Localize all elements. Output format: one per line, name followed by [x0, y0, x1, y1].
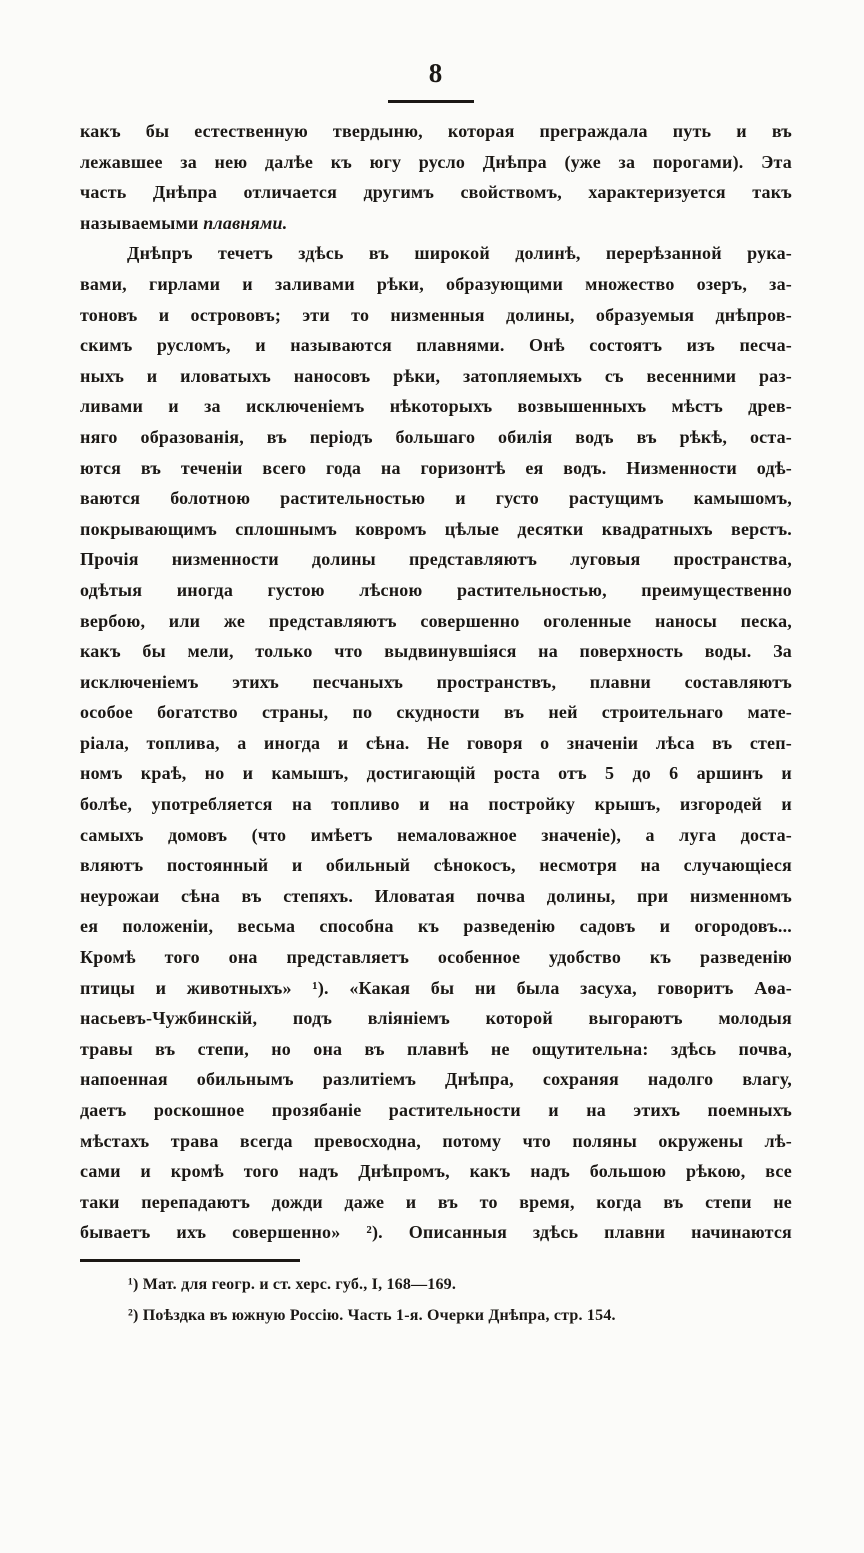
text-run: называемыми [80, 212, 204, 233]
footnotes [80, 1259, 792, 1331]
text-line: исключеніемъ этихъ песчаныхъ пространствъ, плавни составляютъ [80, 671, 792, 692]
text-line: ваются болотною растительностью и густо растущимъ камышомъ, [80, 488, 792, 509]
text-line: травы въ степи, но она въ плавнѣ не ощутительна: здѣсь почва, [80, 1038, 792, 1059]
text-line: сами и кромѣ того надъ Днѣпромъ, какъ надъ большою рѣкою, все [80, 1161, 792, 1182]
text-line: мѣстахъ трава всегда превосходна, потому что поляны окружены лѣ- [80, 1130, 792, 1151]
text-line: даетъ роскошное прозябаніе растительности и на этихъ поемныхъ [80, 1100, 792, 1120]
text-line: ріала, топлива, а иногда и сѣна. Не говоря о значеніи лѣса въ степ- [80, 732, 792, 753]
text-line: ея положеніи, весьма способна къ разведенію садовъ и огородовъ... [80, 916, 792, 937]
text-line: напоенная обильнымъ разлитіемъ Днѣпра, сохраняя надолго влагу, [80, 1069, 792, 1090]
text-line: бываетъ ихъ совершенно» ²). Описанныя здѣсь плавни начинаются [80, 1222, 792, 1243]
text-line: вами, гирлами и заливами рѣки, образующими множество озеръ, за- [80, 273, 792, 294]
text-line: няго образованія, въ періодъ большаго обилія водъ въ рѣкѣ, оста- [80, 426, 792, 447]
text-line: таки перепадаютъ дожди даже и въ то время, когда въ степи не [80, 1191, 792, 1212]
text-line: Кромѣ того она представляетъ особенное удобство къ разведенію [80, 947, 792, 968]
footnote-2: ²) Поѣздка въ южную Россію. Часть 1-я. Очерки Днѣпра, стр. 154. [128, 1307, 616, 1324]
text-line: птицы и животныхъ» ¹). «Какая бы ни была засуха, говоритъ Аѳа- [80, 977, 792, 998]
text-line: самыхъ домовъ (что имѣетъ немаловажное значеніе), а луга доста- [80, 824, 792, 845]
text-run-italic: плавнями. [203, 212, 288, 233]
text-line: насьевъ-Чужбинскій, подъ вліяніемъ которой выгораютъ молодыя [80, 1008, 792, 1029]
text-line: одѣтыя иногда густою лѣсною растительностью, преимущественно [80, 579, 792, 600]
text-line: какъ бы мели, только что выдвинувшіяся на поверхность воды. За [80, 641, 792, 662]
text-line: ются въ теченіи всего года на горизонтѣ ея водъ. Низменности одѣ- [80, 457, 792, 478]
text-line: особое богатство страны, по скудности въ ней строительнаго мате- [80, 702, 792, 723]
page-number-rule [388, 100, 474, 103]
text-line: лежавшее за нею далѣе къ югу русло Днѣпра (уже за порогами). Эта [80, 151, 792, 172]
text-line: ныхъ и иловатыхъ наносовъ рѣки, затопляемыхъ съ весенними раз- [80, 365, 792, 386]
text-line: покрывающимъ сплошнымъ ковромъ цѣлые десятки квадратныхъ верстъ. [80, 518, 792, 539]
footnote-rule [80, 1259, 300, 1262]
text-line: часть Днѣпра отличается другимъ свойствомъ, характеризуется такъ [80, 182, 792, 203]
text-line: ливами и за исключеніемъ нѣкоторыхъ возвышенныхъ мѣстъ древ- [80, 396, 792, 417]
text-line: неурожаи сѣна въ степяхъ. Иловатая почва долины, при низменномъ [80, 885, 792, 906]
footnote-1: ¹) Мат. для геогр. и ст. херс. губ., I, 168—169. [128, 1276, 457, 1293]
text-line: вляютъ постоянный и обильный сѣнокосъ, несмотря на случающіеся [80, 855, 792, 876]
text-line: болѣе, употребляется на топливо и на постройку крышъ, изгородей и [80, 794, 792, 815]
text-line: номъ краѣ, но и камышъ, достигающій роста отъ 5 до 6 аршинъ и [80, 763, 792, 784]
text-line: Днѣпръ течетъ здѣсь въ широкой долинѣ, перерѣзанной рука- [127, 243, 792, 264]
text-line: Прочія низменности долины представляютъ луговыя пространства, [80, 549, 792, 570]
text-line: тоновъ и острововъ; эти то низменныя долины, образуемыя днѣпров- [80, 304, 792, 325]
text-line: какъ бы естественную твердыню, которая преграждала путь и въ [80, 121, 792, 141]
body-text [80, 116, 792, 1248]
text-line [80, 208, 792, 239]
text-line: вербою, или же представляютъ совершенно оголенные наносы песка, [80, 610, 792, 631]
page-number: 8 [428, 58, 444, 88]
text-line: скимъ русломъ, и называются плавнями. Онѣ состоятъ изъ песча- [80, 335, 792, 356]
